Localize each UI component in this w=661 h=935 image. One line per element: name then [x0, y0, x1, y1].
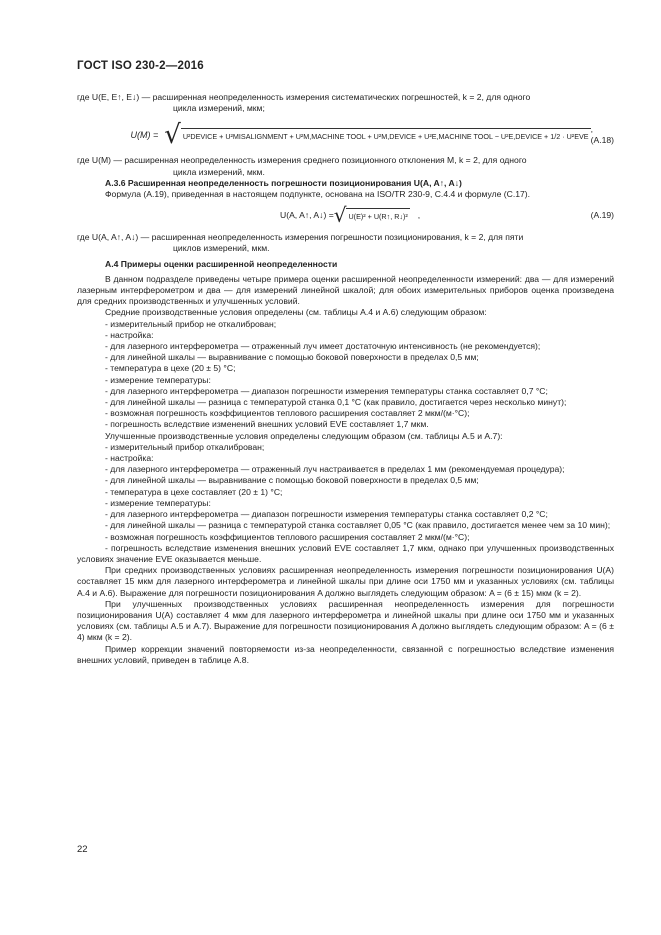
list-item: - возможная погрешность коэффициентов теплового расширения составляет 2 мкм/(м·°C); [105, 408, 470, 419]
paragraph: Средние производственные условия определены (см. таблицы A.4 и A.6) следующим образом: [105, 307, 487, 318]
list-item: - для лазерного интерферометра — диапазон погрешности измерения температуры станка составляет 0,2 °C; [105, 509, 548, 520]
definition-a [77, 232, 614, 254]
section-heading-a4: A.4 Примеры оценки расширенной неопределенности [105, 258, 338, 269]
formula-tail: , [417, 209, 421, 220]
definition-label: где U(M) — [77, 155, 125, 166]
list-item: - для лазерного интерферометра — отраженный луч имеет достаточную интенсивность (не рекомендуется); [105, 341, 541, 352]
definition-text: расширенная неопределенность измерения погрешности позиционирования, k = 2, для пяти [151, 232, 524, 243]
square-root [333, 203, 410, 228]
list-item: - температура в цехе (20 ± 5) °C; [105, 363, 236, 374]
list-item: - возможная погрешность коэффициентов теплового расширения составляет 2 мкм/(м·°C); [105, 531, 470, 542]
formula-number: , (A.18) [590, 124, 614, 146]
document-body [77, 92, 614, 666]
paragraph: Пример коррекции значений повторяемости из-за неопределенности, связанной с погрешностью вследствие изменения внешних условий, приведен в таблице A.8. [77, 643, 614, 665]
definition-text: расширенная неопределенность измерения среднего позиционного отклонения M, k = 2, для одного [124, 155, 527, 166]
list-item: - измерительный прибор не откалиброван; [105, 318, 277, 329]
list-item: - измерительный прибор откалиброван; [105, 441, 265, 452]
list-item: - для лазерного интерферометра — отраженный луч настраивается в пределах 1 мм (рекомендуемая процедура); [105, 464, 565, 475]
list-item: - для линейной шкалы — выравнивание с помощью боковой поверхности в пределах 0,5 мм; [105, 475, 479, 486]
list-item: - для лазерного интерферометра — диапазон погрешности измерения температуры станка составляет 0,7 °C; [105, 385, 548, 396]
formula-lhs: U(A, A↑, A↓) = [280, 209, 334, 220]
radical-sign-icon: √ [333, 203, 347, 228]
radical-sign-icon: √ [164, 120, 181, 151]
list-item: - измерение температуры: [105, 497, 211, 508]
list-item: - для линейной шкалы — выравнивание с помощью боковой поверхности в пределах 0,5 мм; [105, 352, 479, 363]
page-number: 22 [77, 844, 88, 855]
paragraph: Улучшенные производственные условия определены следующим образом (см. таблицы A.5 и A.7): [105, 430, 503, 441]
paragraph: При улучшенных производственных условиях расширенная неопределенность измерения для погрешности позиционирования U(A) составляет 4 мкм для лазерного интерферометра и линейной шкалы при длине оси 1750 мм и указанных условиях (см. таблицы A.5 и A.7). Выражение для погрешности позиционирования A должно выглядеть следующим образом: A = (6 ± 4) мкм (k = 2). [77, 598, 614, 643]
definition-e [77, 92, 614, 114]
list-item: - настройка: [105, 453, 154, 464]
formula-radicand: U²DEVICE + U²MISALIGNMENT + U²M,MACHINE TOOL + U²M,DEVICE + U²E,MACHINE TOOL − U²E,DEVICE + 1/2 · U²EVE [181, 128, 591, 142]
formula-a19 [77, 202, 614, 228]
definition-continuation: цикла измерений, мкм. [173, 166, 265, 177]
page-header: ГОСТ ISO 230-2—2016 [77, 60, 204, 72]
list-item: - для линейной шкалы — разница с температурой станка составляет 0,05 °C (как правило, достигается менее чем за 10 мин); [105, 520, 611, 531]
paragraph: В данном подразделе приведены четыре примера оценки расширенной неопределенности измерений: два — для измерений лазерным интерферометром и два — для измерений линейной шкалой; для обоих измерительных приборов оценка произведена для средних производственных и улучшенных условий. [77, 273, 614, 307]
definition-continuation: цикла измерений, мкм; [173, 103, 265, 114]
paragraph: При средних производственных условиях расширенная неопределенность измерения погрешности позиционирования U(A) составляет 15 мкм для лазерного интерферометра и линейной шкалы при длине оси 1750 мм и указанных условиях (см. таблицы A.4 и A.6). Выражение для погрешности позиционирования A должно выглядеть следующим образом: A = (6 ± 15) мкм (k = 2). [77, 565, 614, 598]
section-heading-a36: A.3.6 Расширенная неопределенность погрешности позиционирования U(A, A↑, A↓) [105, 177, 462, 188]
definition-label: где U(E, E↑, E↓) — [77, 92, 153, 102]
definition-text: расширенная неопределенность измерения систематических погрешностей, k = 2, для одного [152, 92, 531, 102]
formula-number: (A.19) [590, 209, 614, 220]
formula-radicand: U(E)² + U(R↑, R↓)² [346, 208, 409, 222]
list-item: - для линейной шкалы — разница с температурой станка 0,1 °C (как правило, достигается через несколько минут); [105, 397, 567, 408]
section-a36-text: Формула (A.19), приведенная в настоящем подпункте, основана на ISO/TR 230-9, C.4.4 и формуле (C.17). [105, 189, 531, 200]
list-item: - погрешность вследствие изменений внешних условий EVE составляет 1,7 мкм. [105, 419, 429, 430]
formula-expression [280, 203, 421, 228]
definition-label: где U(A, A↑, A↓) — [77, 232, 152, 243]
definition-continuation: циклов измерений, мкм. [173, 243, 270, 254]
list-item: - температура в цехе составляет (20 ± 1) °C; [105, 486, 283, 497]
formula-a18 [77, 118, 614, 152]
list-item: - измерение температуры: [105, 374, 211, 385]
definition-m [77, 155, 614, 177]
square-root [164, 120, 590, 151]
formula-lhs: U(M) = [130, 129, 159, 140]
list-item: - погрешность вследствие изменения внешних условий EVE составляет 1,7 мкм, однако при улучшенных производственных условиях значение EVE оказывается меньше. [77, 542, 614, 564]
list-item: - настройка: [105, 329, 154, 340]
